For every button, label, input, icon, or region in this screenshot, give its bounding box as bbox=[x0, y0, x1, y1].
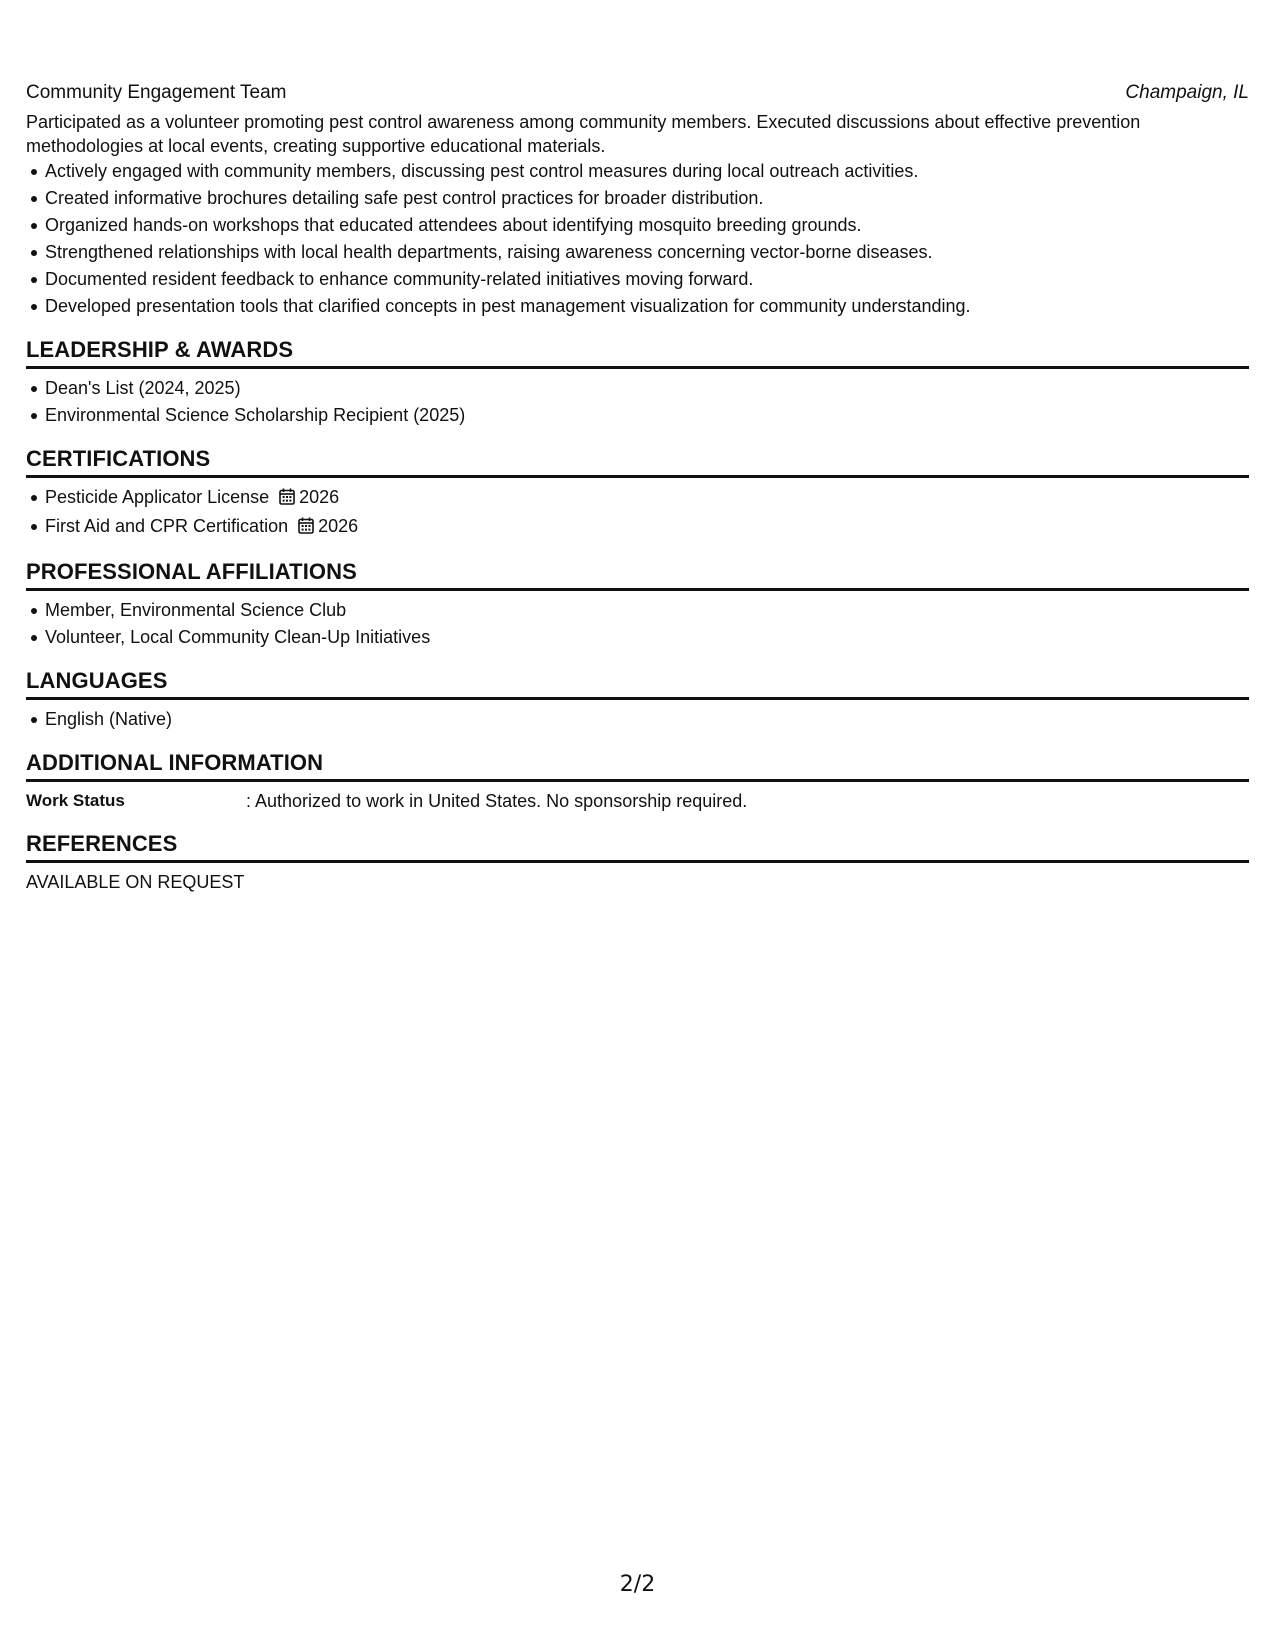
certification-item bbox=[45, 513, 1249, 542]
languages-list bbox=[26, 706, 1249, 733]
entry-header bbox=[26, 80, 1249, 106]
list-item: Organized hands-on workshops that educated attendees about identifying mosquito breeding grounds. bbox=[45, 212, 1249, 239]
references-text: AVAILABLE ON REQUEST bbox=[26, 872, 245, 892]
list-item: English (Native) bbox=[45, 706, 1249, 733]
list-item: Environmental Science Scholarship Recipient (2025) bbox=[45, 402, 1249, 429]
list-item: Developed presentation tools that clarified concepts in pest management visualization for community understanding. bbox=[45, 293, 1249, 320]
leadership-list bbox=[26, 375, 1249, 429]
section-heading: ADDITIONAL INFORMATION bbox=[26, 749, 1249, 782]
calendar-icon bbox=[279, 486, 295, 513]
calendar-icon bbox=[298, 515, 314, 542]
page-number: 2/2 bbox=[619, 1572, 656, 1597]
resume-page bbox=[26, 80, 1249, 895]
entry-location: Champaign, IL bbox=[1125, 82, 1249, 103]
affiliations-section bbox=[26, 558, 1249, 651]
certifications-list bbox=[26, 484, 1249, 542]
list-item: Created informative brochures detailing safe pest control practices for broader distribution. bbox=[45, 185, 1249, 212]
certification-name: Pesticide Applicator License bbox=[45, 487, 270, 507]
certifications-section bbox=[26, 445, 1249, 542]
section-heading: LANGUAGES bbox=[26, 667, 1249, 700]
list-item: Documented resident feedback to enhance community-related initiatives moving forward. bbox=[45, 266, 1249, 293]
section-heading: PROFESSIONAL AFFILIATIONS bbox=[26, 558, 1249, 591]
certification-item bbox=[45, 484, 1249, 513]
experience-entry bbox=[26, 80, 1249, 320]
work-status-row bbox=[26, 788, 1249, 814]
certification-year: 2026 bbox=[318, 516, 359, 536]
references-section bbox=[26, 830, 1249, 895]
languages-section bbox=[26, 667, 1249, 733]
section-heading: CERTIFICATIONS bbox=[26, 445, 1249, 478]
info-value: : Authorized to work in United States. No sponsorship required. bbox=[246, 791, 748, 811]
section-heading: REFERENCES bbox=[26, 830, 1249, 863]
certification-name: First Aid and CPR Certification bbox=[45, 516, 289, 536]
affiliations-list bbox=[26, 597, 1249, 651]
list-item: Volunteer, Local Community Clean-Up Initiatives bbox=[45, 624, 1249, 651]
entry-summary: Participated as a volunteer promoting pest control awareness among community members. Executed discussions about effective prevention methodologies at local events, creating supportive educational materials. bbox=[26, 112, 1141, 156]
list-item: Member, Environmental Science Club bbox=[45, 597, 1249, 624]
additional-info-section bbox=[26, 749, 1249, 814]
entry-bullets bbox=[26, 158, 1249, 320]
info-label: Work Status bbox=[26, 791, 125, 810]
section-heading: LEADERSHIP & AWARDS bbox=[26, 336, 1249, 369]
list-item: Dean's List (2024, 2025) bbox=[45, 375, 1249, 402]
list-item: Strengthened relationships with local health departments, raising awareness concerning vector-borne diseases. bbox=[45, 239, 1249, 266]
certification-year: 2026 bbox=[299, 487, 340, 507]
entry-title: Community Engagement Team bbox=[26, 82, 287, 103]
leadership-section bbox=[26, 336, 1249, 429]
list-item: Actively engaged with community members, discussing pest control measures during local outreach activities. bbox=[45, 158, 1249, 185]
